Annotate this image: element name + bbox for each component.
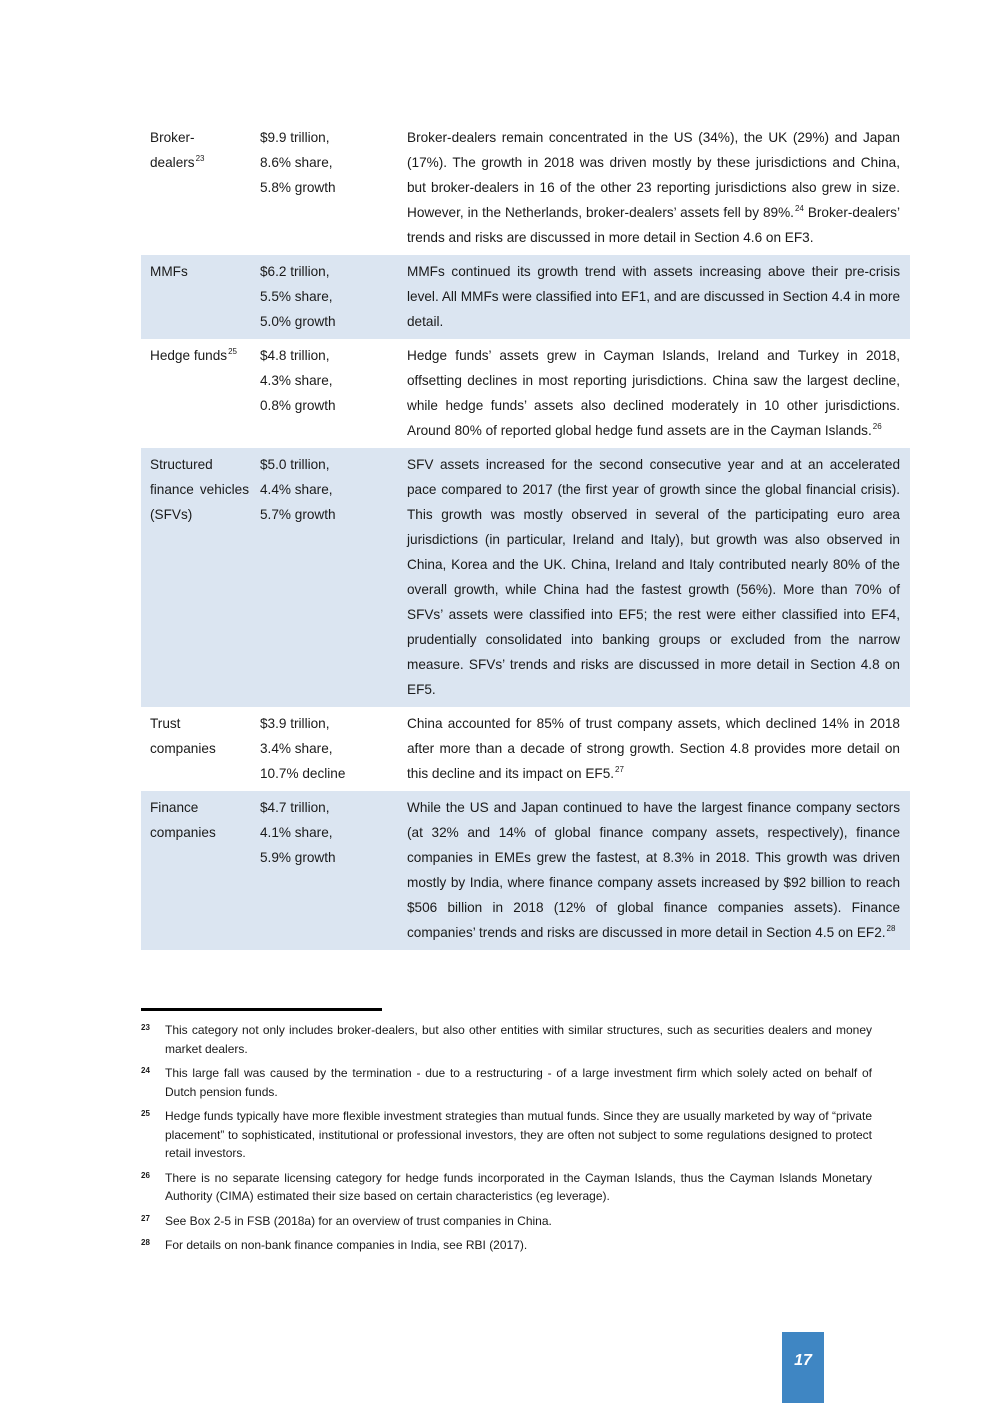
footnote xyxy=(141,1212,872,1231)
footnote-text: Hedge funds typically have more flexible investment strategies than mutual funds. Since they are usually marketed by way of “private placement” to sophisticated, institutional or professional investors, they are often not subject to some regulations designed to protect retail investors. xyxy=(165,1109,872,1160)
page-number-tab xyxy=(782,1332,824,1403)
sector-stats: $4.7 trillion, 4.1% share, 5.9% growth xyxy=(260,800,336,865)
footnote-number: 26 xyxy=(141,1170,150,1180)
footnotes xyxy=(141,1021,872,1261)
footnote xyxy=(141,1064,872,1101)
footnote-ref[interactable]: 27 xyxy=(615,765,624,774)
table-row-hedge-funds xyxy=(141,339,910,448)
sector-stats: $4.8 trillion, 4.3% share, 0.8% growth xyxy=(260,348,336,413)
footnote-ref[interactable]: 26 xyxy=(872,422,882,431)
footnote-text: This category not only includes broker-dealers, but also other entities with similar structures, such as securities dealers and money market dealers. xyxy=(165,1023,872,1056)
footnote-text: This large fall was caused by the termination - due to a restructuring - of a large investment firm which solely acted on behalf of Dutch pension funds. xyxy=(165,1066,872,1099)
footnote-number: 28 xyxy=(141,1238,150,1247)
sector-description: SFV assets increased for the second consecutive year and at an accelerated pace compared to 2017 (the first year of growth since the global financial crisis). This growth was mostly observed in several of the participating euro area jurisdictions (in particular, Ireland and Italy), but growth was also observed in China, Korea and the UK. China, Ireland and Italy contributed nearly 80% of the overall growth, while China had the fastest growth (56%). More than 70% of SFVs’ assets were classified into EF5; the rest were either classified into EF4, prudentially consolidated into banking groups or excluded from the narrow measure. SFVs’ trends and risks are discussed in more detail in Section 4.8 on EF5. xyxy=(407,457,900,697)
table-row-finance-companies xyxy=(141,791,910,950)
footnote-ref[interactable]: 28 xyxy=(886,924,896,933)
sector-name: Hedge funds$^{25}$ xyxy=(150,347,237,363)
footnote xyxy=(141,1169,872,1206)
footnote-ref[interactable]: 24 xyxy=(794,204,804,213)
footnote-separator xyxy=(141,1008,382,1011)
sector-description: China accounted for 85% of trust company assets, which declined 14% in 2018 after more than a decade of strong growth. Section 4.8 provides more detail on this decline and its impact on EF5.27 xyxy=(407,716,900,781)
sector-table xyxy=(141,121,910,950)
sector-stats: $6.2 trillion, 5.5% share, 5.0% growth xyxy=(260,264,336,329)
sector-name: MMFs xyxy=(150,264,188,279)
footnote-number: 27 xyxy=(141,1213,150,1223)
footnote xyxy=(141,1021,872,1058)
sector-description: While the US and Japan continued to have the largest finance company sectors (at 32% and 14% of global finance company assets, respectively), finance companies in EMEs grew the fastest, at 8.3% in 2018. This growth was driven mostly by India, where finance company assets increased by $92 billion to reach $506 billion in 2018 (12% of global finance companies assets). Finance companies’ trends and risks are discussed in more detail in Section 4.5 on EF2.28 xyxy=(407,800,900,940)
sector-name: Structured finance vehicles (SFVs) xyxy=(150,457,249,522)
sector-name: Finance companies xyxy=(150,800,216,840)
sector-name: Broker-dealers$^{23}$ xyxy=(150,130,205,170)
sector-description: Hedge funds’ assets grew in Cayman Islands, Ireland and Turkey in 2018, offsetting declines in most reporting jurisdictions. China saw the largest decline, while hedge funds’ assets also declined moderately in 10 other jurisdictions. Around 80% of reported global hedge fund assets are in the Cayman Islands.$^{26}$ xyxy=(407,348,900,438)
footnote xyxy=(141,1107,872,1163)
footnote-ref[interactable]: 25 xyxy=(228,347,237,356)
table-row-sfvs xyxy=(141,448,910,707)
footnote-text: For details on non-bank finance companies in India, see RBI (2017). xyxy=(165,1238,528,1252)
footnote xyxy=(141,1236,872,1255)
table-row-mmfs xyxy=(141,255,910,339)
page-number: 17 xyxy=(794,1352,812,1369)
table-row-trust-companies xyxy=(141,707,910,791)
sector-stats: $9.9 trillion, 8.6% share, 5.8% growth xyxy=(260,130,336,195)
sector-description: Broker-dealers remain concentrated in the US (34%), the UK (29%) and Japan (17%). The growth in 2018 was driven mostly by these jurisdictions and China, but broker-dealers in 16 of the other 23 reporting jurisdictions also grew in size. However, in the Netherlands, broker-dealers’ assets fell by 89%.$^{24}$ Broker-dealers’ trends and risks are discussed in more detail in Section 4.6 on EF3. xyxy=(407,130,900,245)
footnote-text: There is no separate licensing category for hedge funds incorporated in the Cayman Islands, thus the Cayman Islands Monetary Authority (CIMA) estimated their size based on certain characteristics (eg leverage). xyxy=(165,1170,872,1203)
sector-stats: $3.9 trillion, 3.4% share, 10.7% decline xyxy=(260,716,346,781)
footnote-number: 24 xyxy=(141,1066,150,1075)
footnote-number: 25 xyxy=(141,1109,150,1118)
sector-name: Trust companies xyxy=(150,716,216,756)
footnote-ref[interactable]: 23 xyxy=(195,154,205,163)
table-row-broker-dealers xyxy=(141,121,910,255)
footnote-number: 23 xyxy=(141,1023,150,1032)
sector-stats: $5.0 trillion, 4.4% share, 5.7% growth xyxy=(260,457,336,522)
sector-description: MMFs continued its growth trend with assets increasing above their pre-crisis level. All MMFs were classified into EF1, and are discussed in Section 4.4 in more detail. xyxy=(407,264,900,329)
footnote-text: See Box 2-5 in FSB (2018a) for an overview of trust companies in China. xyxy=(165,1213,552,1228)
